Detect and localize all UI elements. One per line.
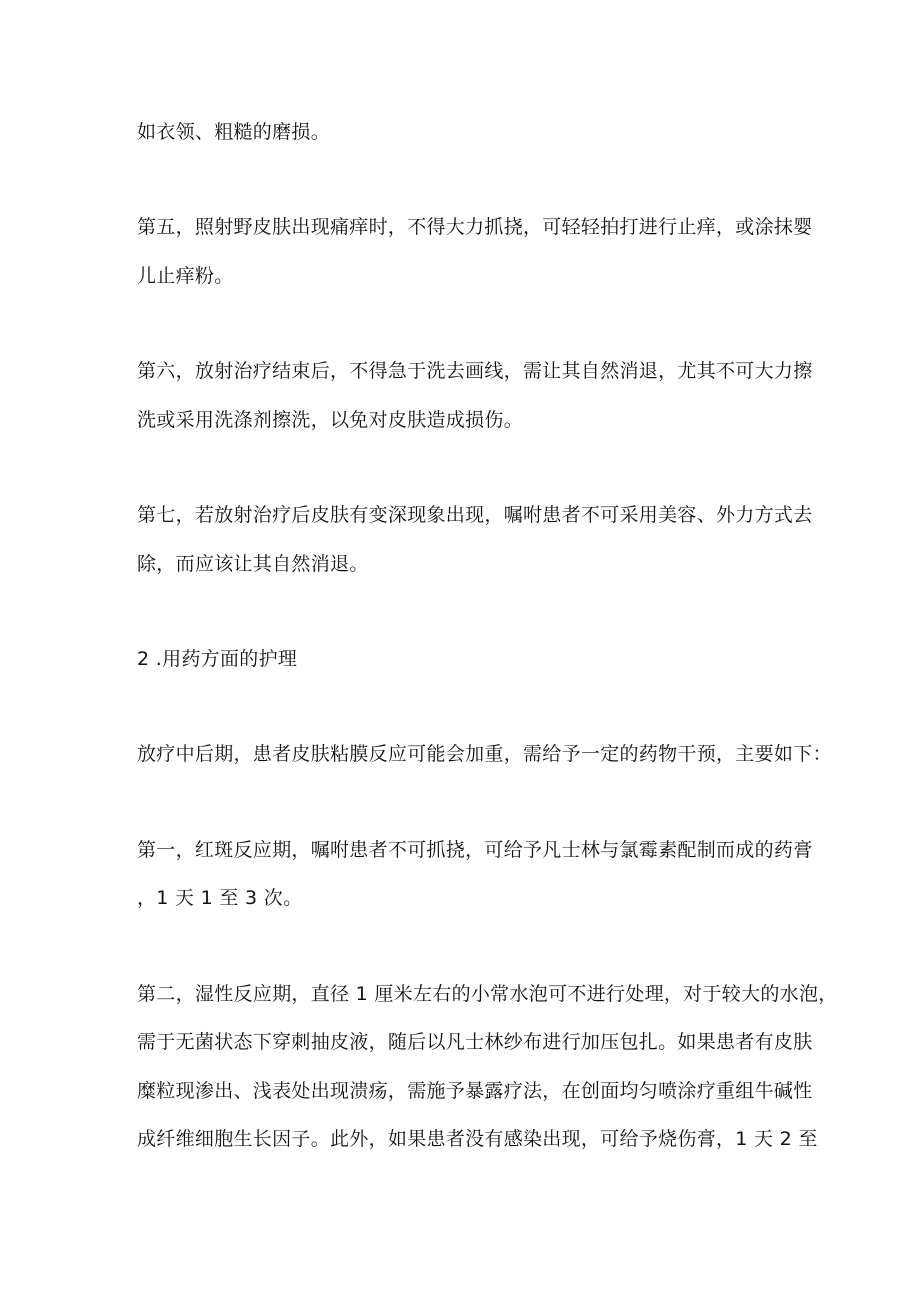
text-line: 需于无菌状态下穿刺抽皮液，随后以凡士林纱布进行加压包扎。如果患者有皮肤 (137, 1031, 813, 1053)
text-line: 除，而应该让其自然消退。 (137, 553, 369, 575)
text-line: 第二，湿性反应期，直径 1 厘米左右的小常水泡可不进行处理，对于较大的水泡， (137, 983, 838, 1005)
text-line: 糜粒现渗出、浅表处出现溃疡，需施予暴露疗法，在创面均匀喷涂疗重组牛碱性 (137, 1080, 813, 1102)
text-line: 第六，放射治疗结束后，不得急于洗去画线，需让其自然消退，尤其不可大力擦 (137, 360, 813, 382)
text-line: 放疗中后期，患者皮肤粘膜反应可能会加重，需给予一定的药物干预，主要如下： (137, 743, 832, 765)
text-line: 如衣领、粗糙的磨损。 (137, 121, 331, 143)
text-line: 成纤维细胞生长因子。此外，如果患者没有感染出现，可给予烧伤膏，1 天 2 至 (137, 1128, 818, 1150)
text-line: 第五，照射野皮肤出现痛痒时，不得大力抓挠，可轻轻拍打进行止痒，或涂抹婴 (137, 216, 813, 238)
text-line: 儿止痒粉。 (137, 265, 234, 287)
section-heading: 2 .用药方面的护理 (137, 648, 298, 670)
text-line: ，1 天 1 至 3 次。 (137, 887, 303, 909)
text-line: 第一，红斑反应期，嘱咐患者不可抓挠，可给予凡士林与氯霉素配制而成的药膏 (137, 839, 813, 861)
text-line: 洗或采用洗涤剂擦洗，以免对皮肤造成损伤。 (137, 409, 524, 431)
text-line: 第七，若放射治疗后皮肤有变深现象出现，嘱咐患者不可采用美容、外力方式去 (137, 504, 813, 526)
